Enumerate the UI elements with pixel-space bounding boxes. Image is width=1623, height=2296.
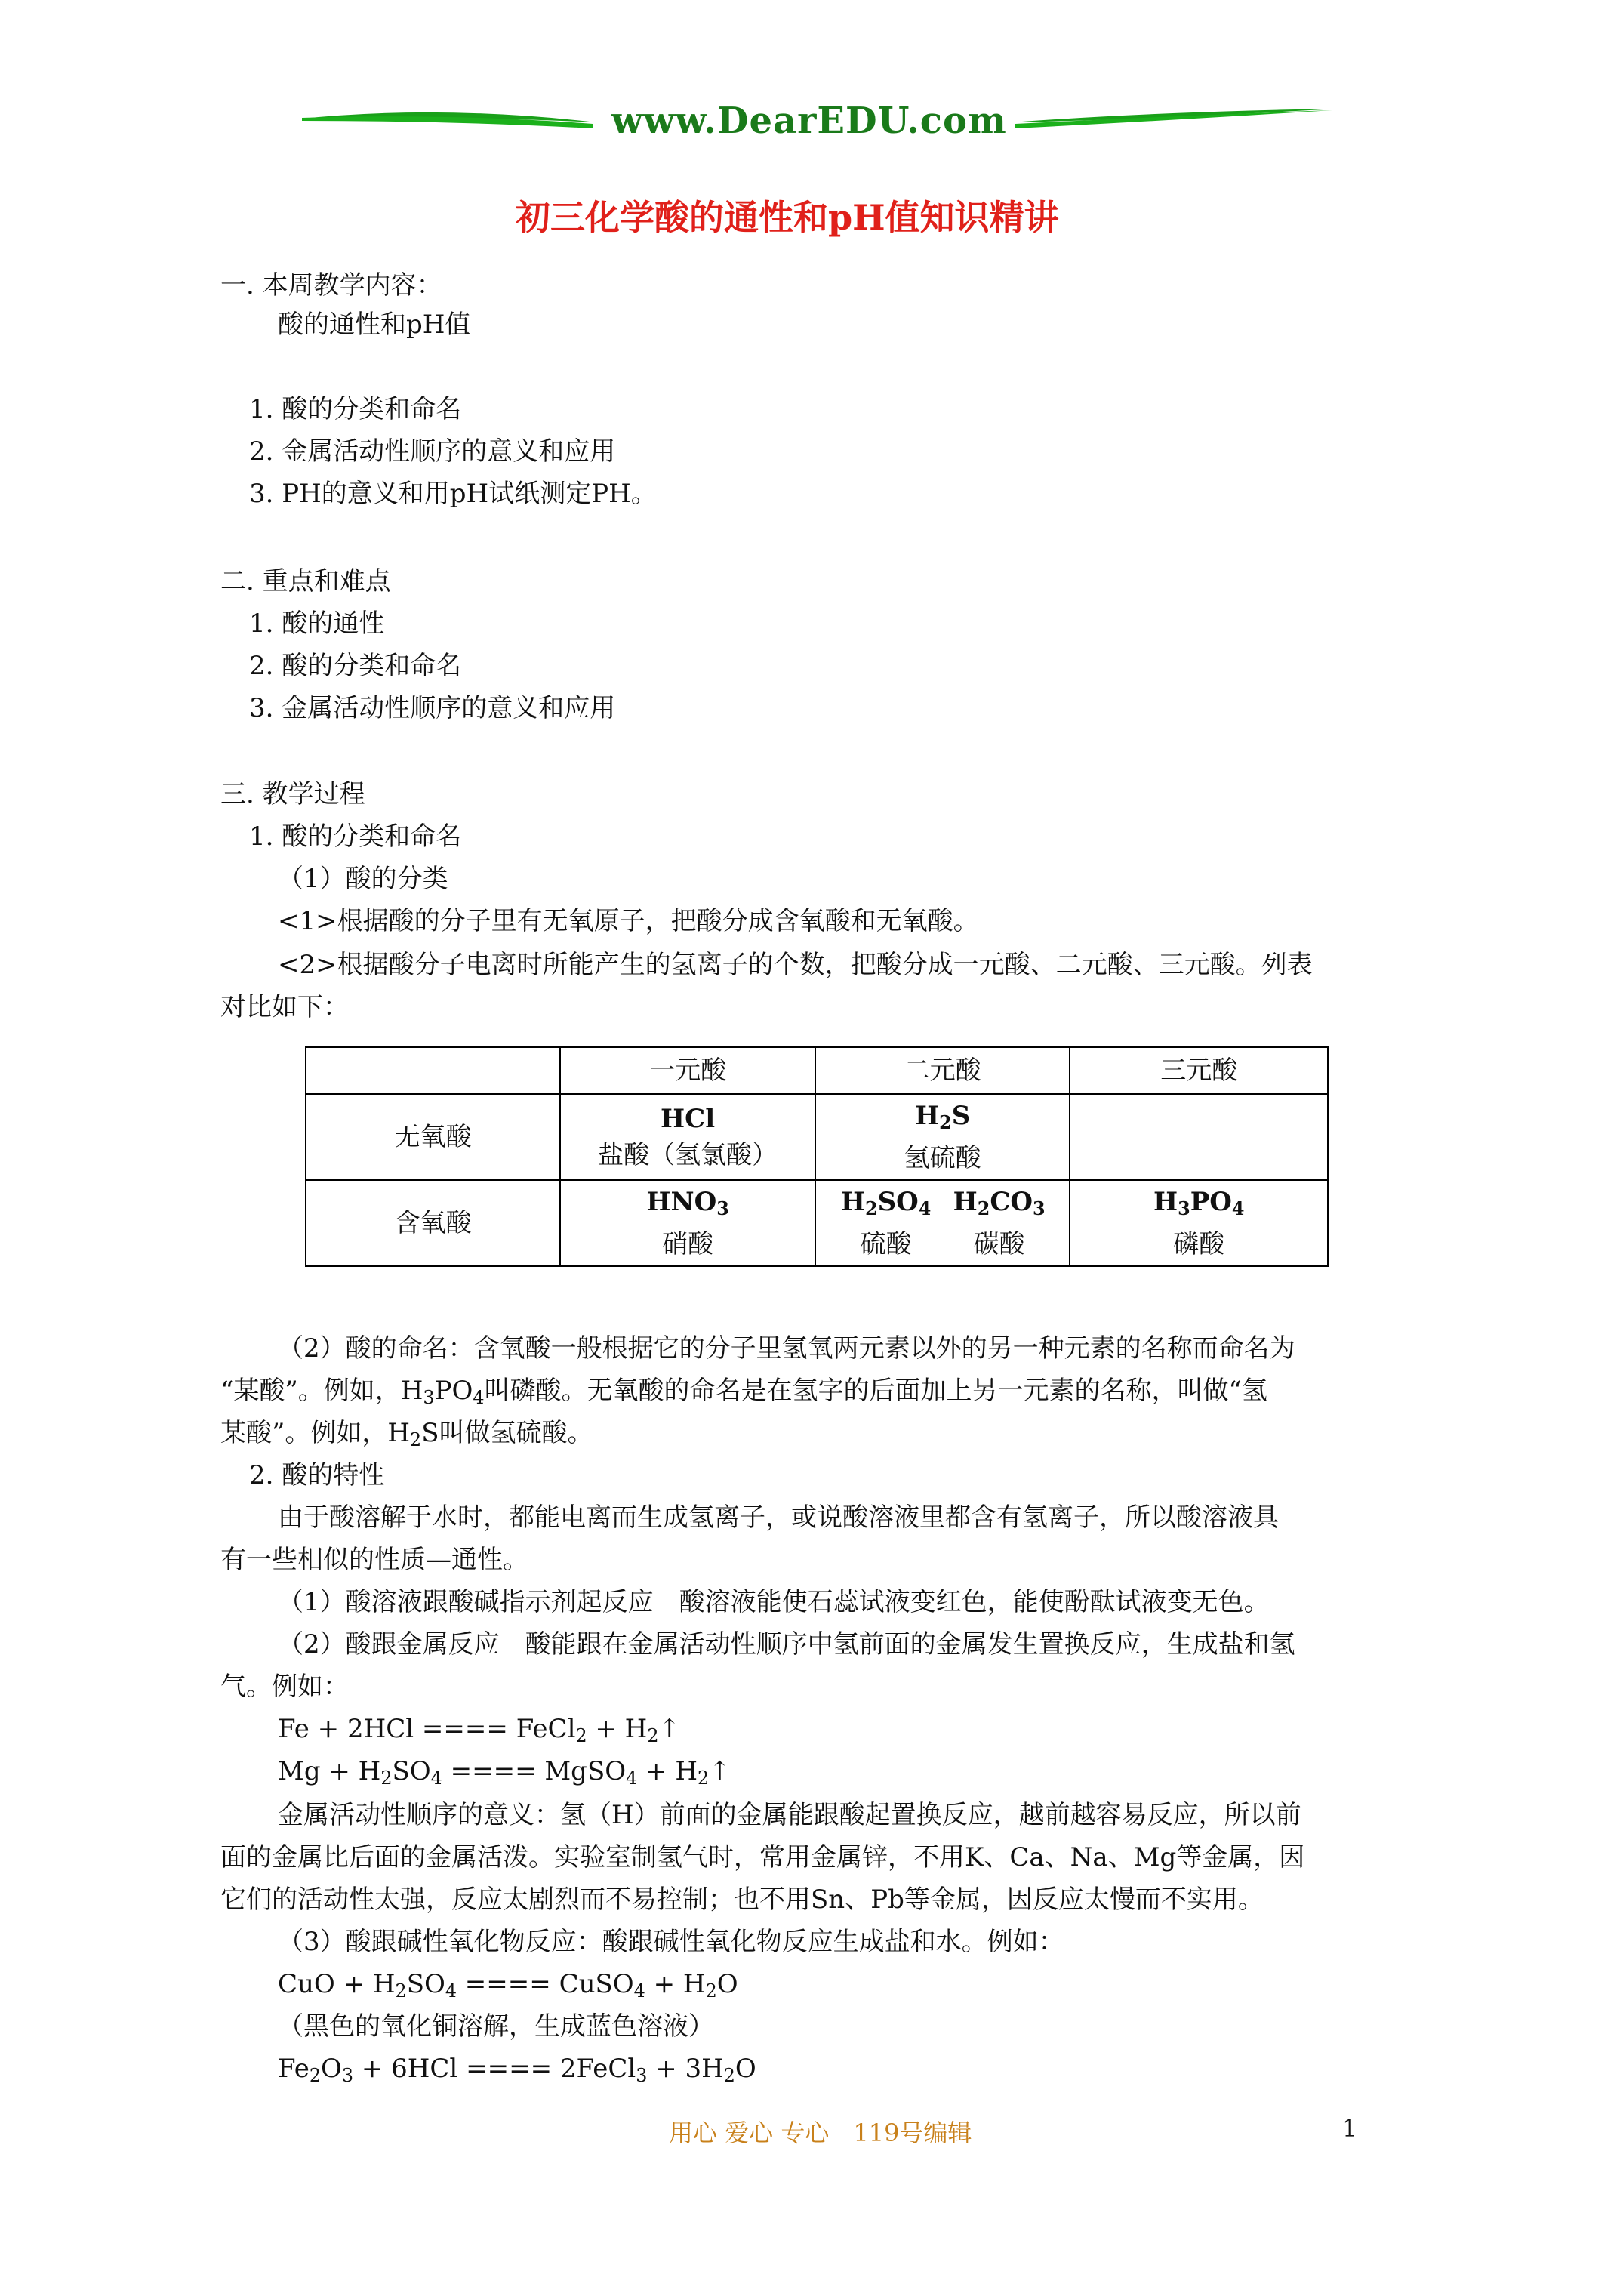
section3-heading: 三. 教学过程 [220,779,365,809]
section3-item-1: 1. 酸的分类和命名 [249,821,462,852]
cell-hcl [560,1094,815,1180]
section1-item-2: 2. 金属活动性顺序的意义和应用 [249,436,616,467]
properties-oxide-reaction: （3）酸跟碱性氧化物反应：酸跟碱性氧化物反应生成盐和水。例如： [278,1927,1064,1957]
section2-item-2: 2. 酸的分类和命名 [249,651,462,681]
table-row-oxygen-free [306,1094,1328,1180]
section1-subtitle: 酸的通性和pH值 [278,310,471,340]
table-header-diprotic: 二元酸 [815,1047,1070,1094]
activity-series-paragraph-b: 面的金属比后面的金属活泼。实验室制氢气时，常用金属锌，不用K、Ca、Na、Mg等金属，因 [220,1842,1305,1872]
properties-metal-reaction-a: （2）酸跟金属反应 酸能跟在金属活动性顺序中氢前面的金属发生置换反应，生成盐和氢 [278,1629,1295,1660]
table-header-monoprotic: 一元酸 [560,1047,815,1094]
formula-hno3: $HNO_3$ [646,1186,729,1219]
properties-metal-reaction-b: 气。例如： [220,1672,349,1702]
name-carbonic-acid: 碳酸 [973,1229,1025,1260]
section3-subheading-classification: （1）酸的分类 [278,864,448,894]
cell-h3po4 [1070,1180,1328,1266]
section1-heading: 一. 本周教学内容： [220,270,442,300]
cell-h2s [815,1094,1070,1180]
properties-paragraph-1b: 有一些相似的性质—通性。 [220,1545,528,1575]
properties-paragraph-1a: 由于酸溶解于水时，都能电离而生成氢离子，或说酸溶液里都含有氢离子，所以酸溶液具 [278,1502,1279,1533]
naming-line-3: 某酸”。例如，$H_2S$叫做氢硫酸。 [220,1418,593,1450]
table-header-row [306,1047,1328,1094]
section3-paragraph-2b: 对比如下： [220,992,349,1022]
section2-item-3: 3. 金属活动性顺序的意义和应用 [249,693,616,723]
name-sulfuric-acid: 硫酸 [860,1229,912,1260]
equation-fe2o3-hcl: $Fe_2O_3 + 6HCl$ ==== 2FeCl$_3$ + $3H_2O$ [278,2054,756,2086]
formula-h3po4: $H_3PO_4$ [1153,1186,1245,1219]
properties-indicator-reaction: （1）酸溶液跟酸碱指示剂起反应 酸溶液能使石蕊试液变红色，能使酚酞试液变无色。 [278,1587,1270,1617]
section1-item-3: 3. PH的意义和用pH试纸测定PH。 [249,479,657,509]
name-phosphoric-acid: 磷酸 [1173,1229,1225,1260]
site-logo-text: www.DearEDU.com [611,100,1007,142]
row-label-oxyacid: 含氧酸 [306,1180,560,1266]
table-header-empty [306,1047,560,1094]
section1-item-1: 1. 酸的分类和命名 [249,394,462,424]
activity-series-paragraph-c: 它们的活动性太强，反应太剧烈而不易控制；也不用Sn、Pb等金属，因反应太慢而不实用。 [220,1885,1264,1915]
equation-mg-h2so4: $Mg + H_2SO_4$ ==== MgSO$_4$ + $H_2↑$ [278,1756,731,1789]
section2-heading: 二. 重点和难点 [220,566,391,596]
cell-hno3 [560,1180,815,1266]
equation-cuo-h2so4: CuO + $H_2SO_4$ ==== CuSO$_4$ + $H_2O$ [278,1969,738,2002]
section3-paragraph-1: <1>根据酸的分子里有无氧原子，把酸分成含氧酸和无氧酸。 [278,906,979,936]
name-nitric-acid: 硝酸 [662,1229,714,1260]
cell-h2so4-h2co3 [815,1180,1070,1266]
name-hydrosulfuric-acid: 氢硫酸 [904,1143,981,1174]
formula-h2s: $H_2S$ [915,1100,971,1133]
properties-cuo-note: （黑色的氧化铜溶解，生成蓝色溶液） [278,2011,714,2042]
equation-fe-hcl: Fe + 2HCl ==== FeCl$_2$ + $H_2↑$ [278,1714,680,1746]
table-row-oxyacid [306,1180,1328,1266]
footer-text: 用心 爱心 专心 119号编辑 [669,2119,972,2147]
acid-classification-table [305,1046,1329,1267]
naming-line-2: “某酸”。例如，$H_3PO_4$叫磷酸。无氧酸的命名是在氢字的后面加上另一元素的名称，叫做“氢 [220,1376,1267,1408]
section2-item-1: 1. 酸的通性 [249,609,385,639]
section3-paragraph-2a: <2>根据酸分子电离时所能产生的氢离子的个数，把酸分成一元酸、二元酸、三元酸。列表 [278,950,1313,980]
row-label-oxygen-free: 无氧酸 [306,1094,560,1180]
formula-h2so4: $H_2SO_4$ [840,1186,932,1219]
cell-empty-triprotic [1070,1094,1328,1180]
activity-series-paragraph-a: 金属活动性顺序的意义：氢（H）前面的金属能跟酸起置换反应，越前越容易反应，所以前 [278,1800,1301,1830]
formula-h2co3: $H_2CO_3$ [953,1186,1046,1219]
naming-line-1: （2）酸的命名：含氧酸一般根据它的分子里氢氧两元素以外的另一种元素的名称而命名为 [278,1333,1295,1364]
name-hydrochloric-acid: 盐酸（氢氯酸） [598,1140,778,1170]
page-number: 1 [1342,2114,1358,2143]
properties-heading: 2. 酸的特性 [249,1460,385,1490]
formula-hcl: HCl [661,1104,716,1134]
document-title: 初三化学酸的通性和pH值知识精讲 [516,197,1059,238]
table-header-triprotic: 三元酸 [1070,1047,1328,1094]
